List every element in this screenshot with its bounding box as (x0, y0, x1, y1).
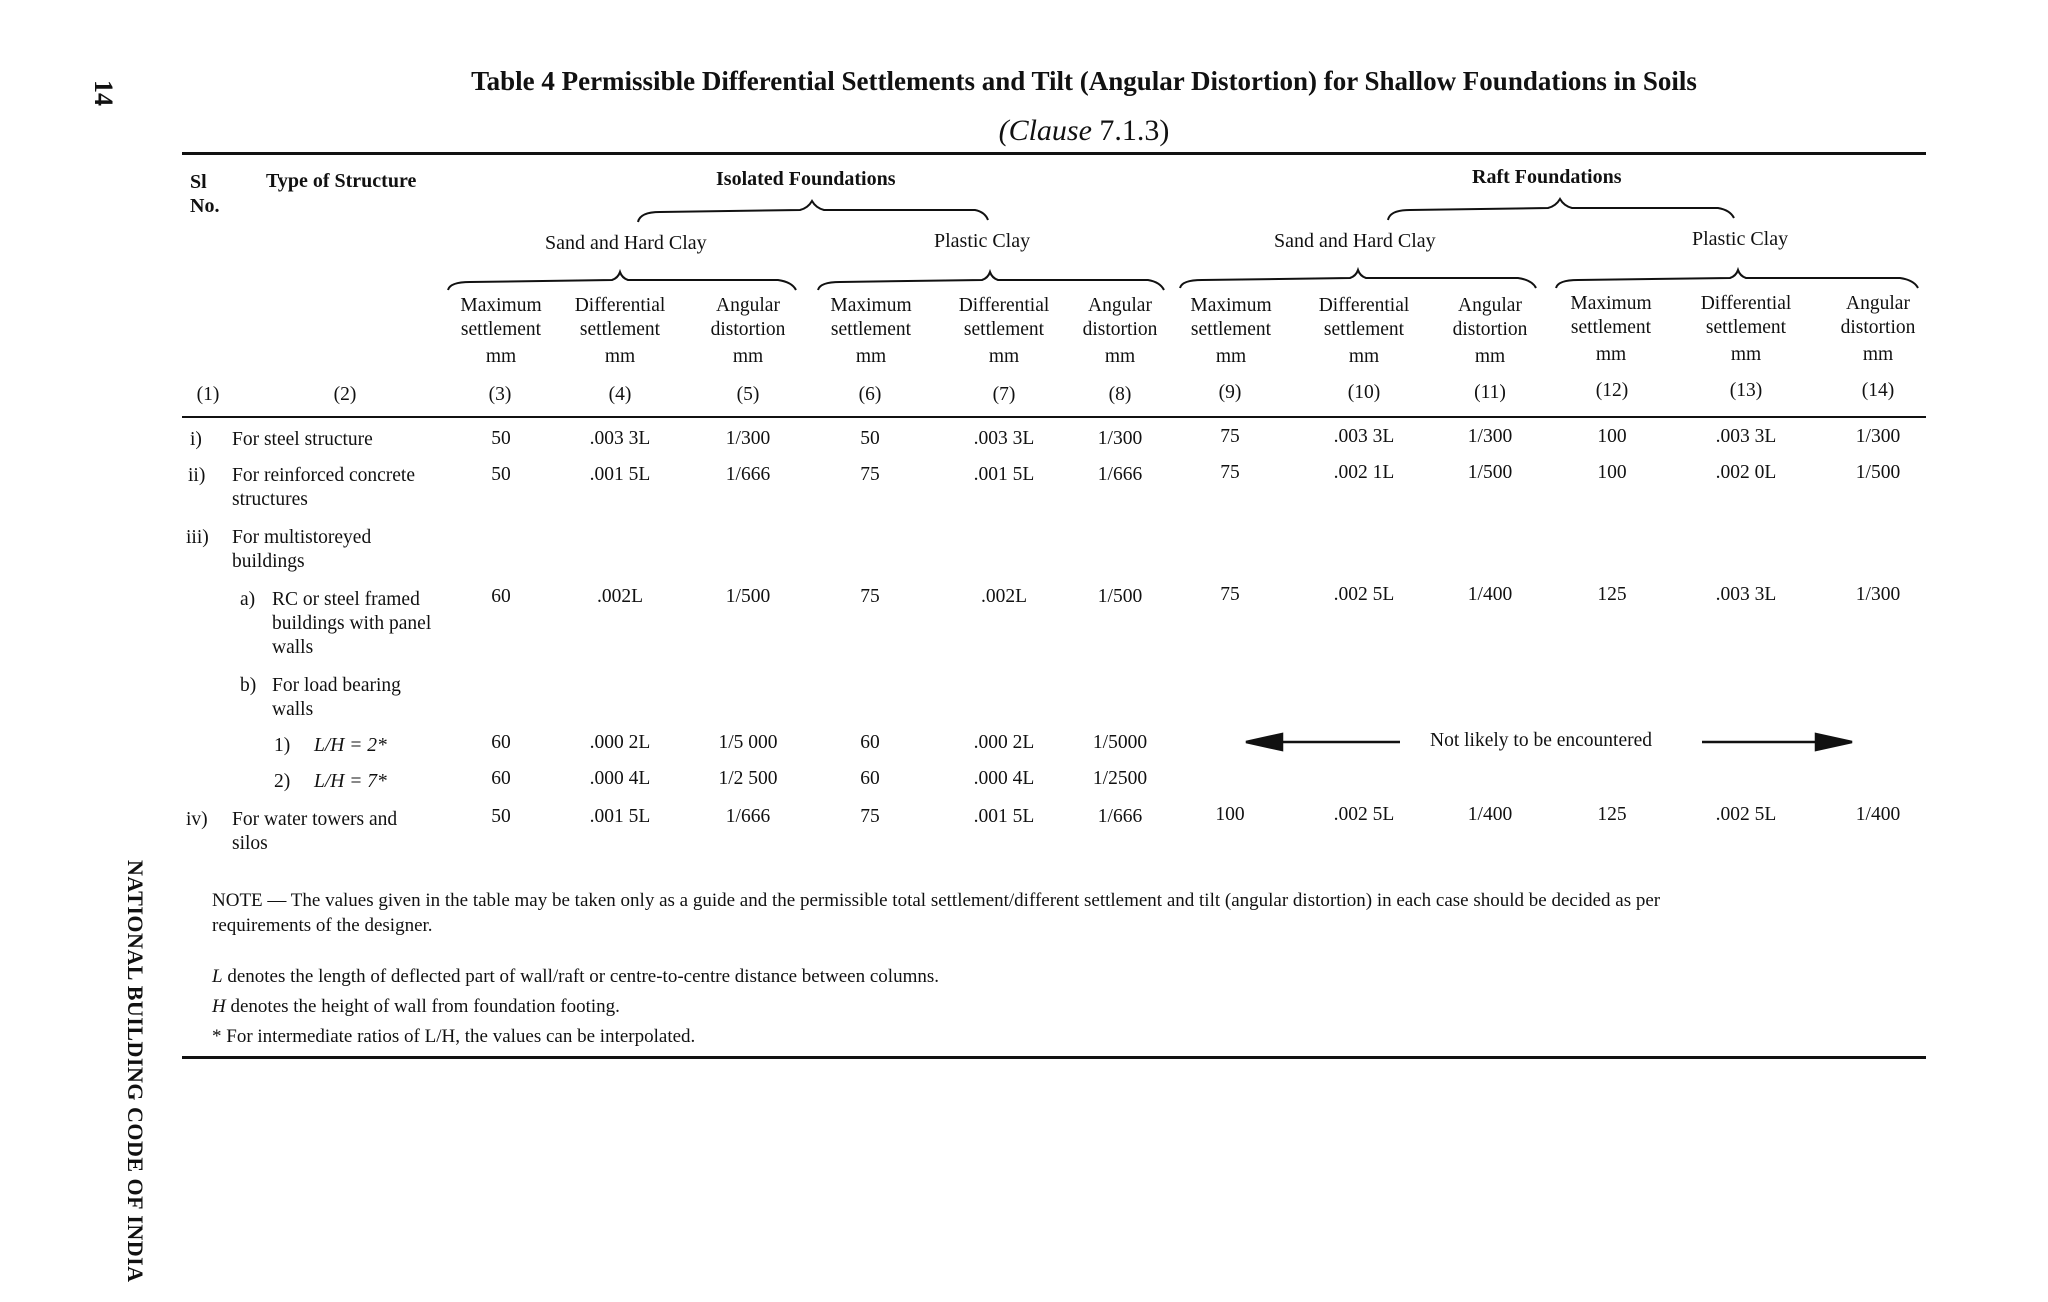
table-cell: 60 (491, 586, 511, 607)
table-cell: 1/666 (725, 464, 771, 485)
right-arrow-head (1816, 734, 1852, 750)
colnum-7: (7) (992, 384, 1016, 405)
table-cell: .002L (980, 586, 1028, 607)
table-cell: 60 (491, 732, 511, 753)
table-cell: 60 (491, 768, 511, 789)
table-cell: 1/400 (1467, 804, 1513, 825)
table-cell: .002 0L (1715, 462, 1777, 483)
colnum-8: (8) (1108, 384, 1132, 405)
table-cell: 1/300 (1097, 428, 1143, 449)
clause-reference: (Clause 7.1.3) (998, 114, 1170, 147)
col13-header: Differential settlement mm (1700, 293, 1792, 365)
table-cell: 1/500 (1097, 586, 1143, 607)
table-cell: .000 2L (973, 732, 1035, 753)
table-cell: 75 (1220, 462, 1240, 483)
col14-header: Angular distortion mm (1840, 293, 1916, 365)
table-cell: .002 5L (1333, 804, 1395, 825)
table-cell: 75 (860, 806, 880, 827)
iso-sand-header: Sand and Hard Clay (545, 232, 707, 254)
row-iv-label: iv) For water towers and silos (186, 809, 398, 854)
table-cell: .000 2L (589, 732, 651, 753)
note-paragraph: NOTE — The values given in the table may be taken only as a guide and the permissible total settlement/different settlement and tilt (angular distortion) in each case should be decided as per requirements of the designer. (212, 890, 1661, 936)
span-text: Not likely to be encountered (1430, 730, 1653, 751)
colnum-1: (1) (196, 384, 220, 405)
running-footer: NATIONAL BUILDING CODE OF INDIA (123, 860, 148, 1283)
col8-header: Angular distortion mm (1082, 295, 1158, 367)
table-cell: .001 5L (589, 464, 651, 485)
raft-plastic-header: Plastic Clay (1692, 228, 1789, 250)
colnum-3: (3) (488, 384, 512, 405)
table-cell: .000 4L (589, 768, 651, 789)
table-cell: .003 3L (1333, 426, 1395, 447)
col12-header: Maximum settlement mm (1570, 293, 1652, 365)
row-b2-label: 2) L/H = 7* (274, 771, 387, 792)
table-cell: 100 (1597, 462, 1627, 483)
table-cell: 1/500 (1855, 462, 1901, 483)
raft-sand-header: Sand and Hard Clay (1274, 230, 1436, 252)
table-cell: .001 5L (973, 464, 1035, 485)
table-cell: .002 1L (1333, 462, 1395, 483)
isolated-header: Isolated Foundations (716, 168, 896, 190)
row-iii-label: iii) For multistoreyed buildings (186, 527, 372, 572)
colnum-9: (9) (1218, 382, 1242, 403)
colnum-13: (13) (1729, 380, 1763, 401)
table-cell: 1/400 (1855, 804, 1901, 825)
table-cell: 1/300 (1855, 584, 1901, 605)
colnum-2: (2) (333, 384, 357, 405)
col9-header: Maximum settlement mm (1190, 295, 1272, 367)
table-title: Table 4 Permissible Differential Settlements and Tilt (Angular Distortion) for Shallow Foundations in Soils (471, 66, 1697, 96)
row-iii-a-label: a) RC or steel framed buildings with panel walls (240, 589, 432, 658)
table-cell: 75 (1220, 584, 1240, 605)
table-cell: 50 (491, 428, 511, 449)
table-cell: 1/666 (1097, 806, 1143, 827)
table-cell: .002L (596, 586, 644, 607)
table-cell: .001 5L (973, 806, 1035, 827)
table-cell: 125 (1597, 804, 1627, 825)
colnum-6: (6) (858, 384, 882, 405)
table-cell: 1/500 (1467, 462, 1513, 483)
colnum-14: (14) (1861, 380, 1895, 401)
row-i-label: i) For steel structure (190, 429, 373, 450)
table-cell: .003 3L (973, 428, 1035, 449)
sl-no-header: Sl No. (190, 171, 220, 217)
row-b1-label: 1) L/H = 2* (274, 735, 387, 756)
table-cell: 50 (491, 806, 511, 827)
table-cell: 1/2 500 (718, 768, 778, 789)
table-cell: 1/2500 (1092, 768, 1148, 789)
col11-header: Angular distortion mm (1452, 295, 1528, 367)
table-cell: 60 (860, 732, 880, 753)
col10-header: Differential settlement mm (1318, 295, 1410, 367)
type-header: Type of Structure (266, 170, 417, 192)
table-cell: .002 5L (1715, 804, 1777, 825)
table-cell: 1/666 (1097, 464, 1143, 485)
left-arrow-head (1246, 734, 1282, 750)
col3-header: Maximum settlement mm (460, 295, 542, 367)
table-cell: 75 (860, 586, 880, 607)
colnum-11: (11) (1474, 382, 1506, 403)
iso-plastic-header: Plastic Clay (934, 230, 1031, 252)
note-h-definition: H denotes the height of wall from foundation footing. (212, 996, 620, 1017)
col4-header: Differential settlement mm (574, 295, 666, 367)
table-cell: .003 3L (589, 428, 651, 449)
col7-header: Differential settlement mm (958, 295, 1050, 367)
table-cell: 75 (860, 464, 880, 485)
raft-header: Raft Foundations (1472, 166, 1622, 188)
table-cell: .003 3L (1715, 426, 1777, 447)
bottom-rule (182, 1056, 1926, 1059)
table-cell: 1/400 (1467, 584, 1513, 605)
table-cell: 50 (491, 464, 511, 485)
table-cell: 75 (1220, 426, 1240, 447)
col6-header: Maximum settlement mm (830, 295, 912, 367)
table-cell: 125 (1597, 584, 1627, 605)
colnum-12: (12) (1595, 380, 1629, 401)
table-cell: 1/300 (725, 428, 771, 449)
table-cell: 100 (1215, 804, 1245, 825)
table-cell: 60 (860, 768, 880, 789)
note-interpolation: * For intermediate ratios of L/H, the values can be interpolated. (212, 1026, 696, 1047)
table-cell: 50 (860, 428, 880, 449)
row-ii-label: ii) For reinforced concrete structures (188, 465, 415, 510)
colnum-10: (10) (1347, 382, 1381, 403)
table-cell: .002 5L (1333, 584, 1395, 605)
table-cell: 1/666 (725, 806, 771, 827)
table-cell: .001 5L (589, 806, 651, 827)
table-cell: .003 3L (1715, 584, 1777, 605)
colnum-4: (4) (608, 384, 632, 405)
table-cell: .000 4L (973, 768, 1035, 789)
row-iii-b-label: b) For load bearing walls (240, 675, 401, 720)
table-cell: 100 (1597, 426, 1627, 447)
table-cell: 1/300 (1467, 426, 1513, 447)
table-cell: 1/5000 (1092, 732, 1148, 753)
table-cell: 1/5 000 (718, 732, 778, 753)
page-number: 14 (89, 80, 118, 106)
table-cell: 1/300 (1855, 426, 1901, 447)
table-cell: 1/500 (725, 586, 771, 607)
note-l-definition: L denotes the length of deflected part of wall/raft or centre-to-centre distance between columns. (212, 966, 939, 987)
colnum-5: (5) (736, 384, 760, 405)
col5-header: Angular distortion mm (710, 295, 786, 367)
